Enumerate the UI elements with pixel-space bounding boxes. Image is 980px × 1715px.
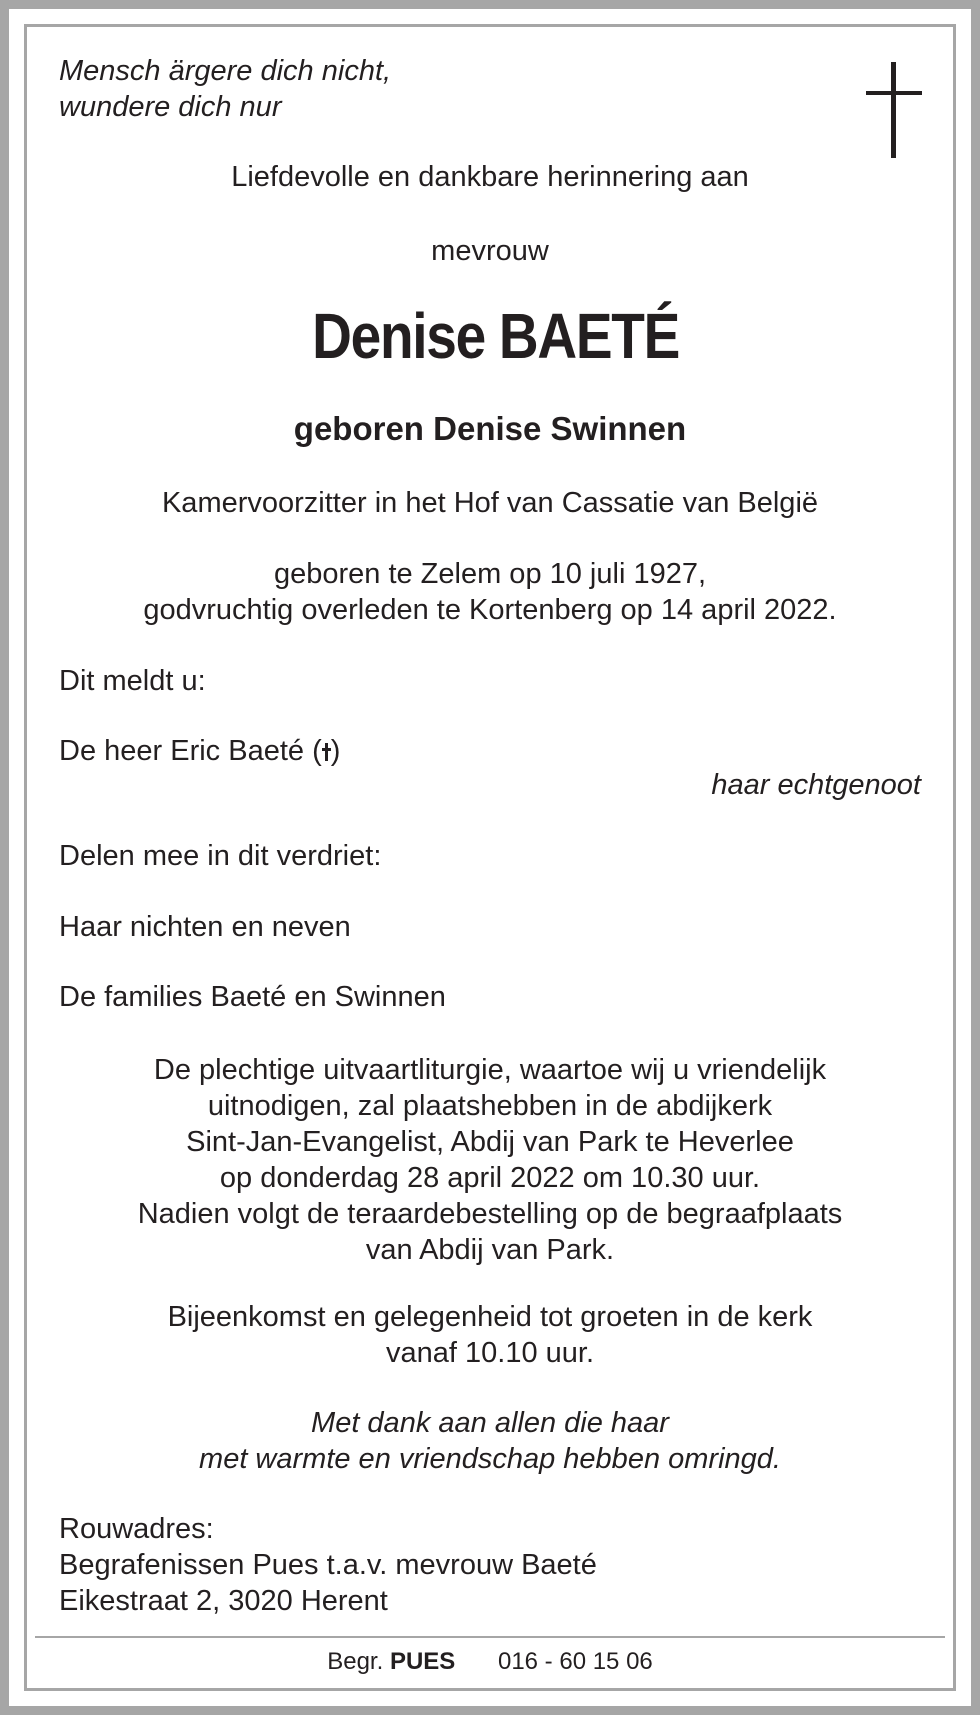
- gathering-line: vanaf 10.10 uur.: [386, 1337, 594, 1369]
- mourning-address: [59, 1511, 597, 1619]
- footer-divider: [35, 1636, 945, 1638]
- ceremony-line: op donderdag 28 april 2022 om 10.30 uur.: [219, 1162, 761, 1194]
- spouse-name-close: ): [330, 735, 341, 767]
- ceremony-line: Sint-Jan-Evangelist, Abdij van Park te Heverlee: [186, 1126, 794, 1158]
- birth-line: geboren te Zelem op 10 juli 1927,: [273, 558, 707, 590]
- position-text: Kamervoorzitter in het Hof van Cassatie van België: [161, 487, 819, 519]
- relatives-item: De families Baeté en Swinnen: [59, 981, 446, 1013]
- footer-prefix: Begr.: [327, 1648, 384, 1675]
- thanks-message: [40, 1405, 940, 1477]
- spouse-name: [59, 733, 340, 769]
- ceremony-line: De plechtige uitvaartliturgie, waartoe wij u vriendelijk: [153, 1054, 827, 1086]
- motto: [59, 53, 391, 125]
- gathering-line: Bijeenkomst en gelegenheid tot groeten in de kerk: [167, 1301, 813, 1333]
- gathering-details: [40, 1299, 940, 1371]
- deceased-name: Denise BAETÉ: [312, 300, 680, 372]
- relatives-item: Haar nichten en neven: [59, 911, 351, 943]
- ceremony-line: van Abdij van Park.: [365, 1234, 615, 1266]
- mourning-address-line: Eikestraat 2, 3020 Herent: [59, 1585, 388, 1617]
- ceremony-line: Nadien volgt de teraardebestelling op de begraafplaats: [137, 1198, 843, 1230]
- thanks-line: Met dank aan allen die haar: [311, 1407, 669, 1439]
- death-line: godvruchtig overleden te Kortenberg op 14 april 2022.: [143, 594, 837, 626]
- ceremony-details: [40, 1052, 940, 1268]
- life-dates: [40, 556, 940, 628]
- spouse-name-text: De heer Eric Baeté (: [59, 735, 322, 767]
- announced-by-label: Dit meldt u:: [59, 665, 206, 697]
- motto-line-1: Mensch ärgere dich nicht,: [59, 55, 392, 87]
- footer: [40, 1646, 940, 1678]
- maiden-name: geboren Denise Swinnen: [293, 410, 687, 447]
- sharing-label: Delen mee in dit verdriet:: [59, 840, 382, 872]
- latin-cross-icon: [866, 62, 922, 158]
- footer-phone: 016 - 60 15 06: [497, 1648, 653, 1675]
- thanks-line: met warmte en vriendschap hebben omringd.: [199, 1443, 781, 1475]
- mourning-address-label: Rouwadres:: [59, 1513, 214, 1545]
- ceremony-line: uitnodigen, zal plaatshebben in de abdijkerk: [207, 1090, 773, 1122]
- motto-line-2: wundere dich nur: [59, 91, 282, 123]
- intro-text: Liefdevolle en dankbare herinnering aan: [231, 161, 749, 193]
- title-prefix: mevrouw: [431, 235, 549, 267]
- deceased-cross-icon: [322, 743, 331, 761]
- mourning-address-line: Begrafenissen Pues t.a.v. mevrouw Baeté: [59, 1549, 597, 1581]
- spouse-role: haar echtgenoot: [711, 769, 921, 801]
- footer-firm: PUES: [389, 1648, 456, 1675]
